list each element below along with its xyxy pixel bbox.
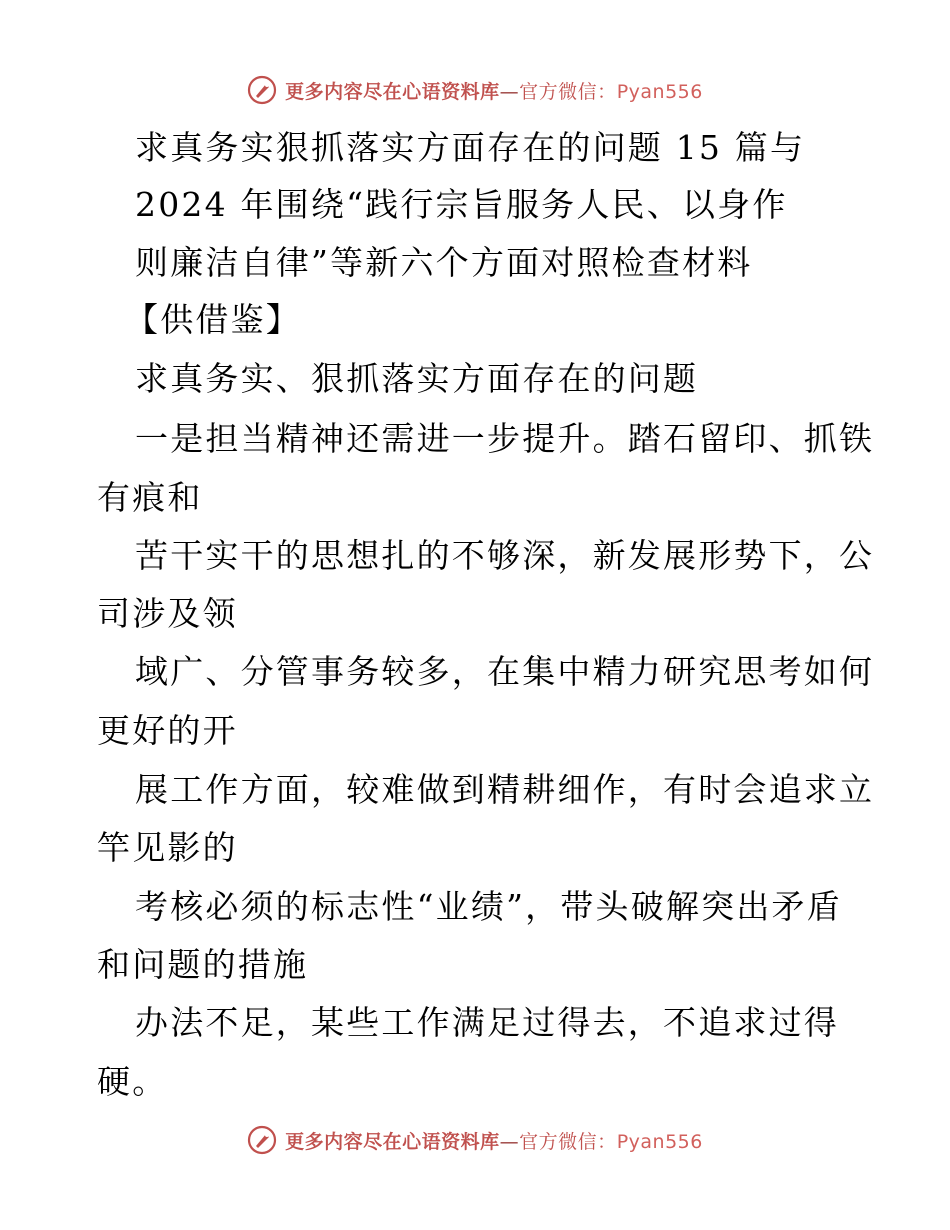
body-line-5: 域广、分管事务较多，在集中精力研究思考如何: [135, 652, 875, 691]
banner-wechat-id: Pyan556: [616, 80, 703, 103]
body-line-10: 和问题的措施: [97, 945, 309, 984]
banner-text: [285, 1127, 703, 1154]
body-line-9: 考核必须的标志性“业绩”，带头破解突出矛盾: [135, 887, 842, 926]
banner-wechat-label: 官方微信：: [519, 1130, 617, 1153]
banner-wechat-id: Pyan556: [616, 1130, 703, 1153]
body-line-6: 更好的开: [97, 711, 238, 750]
body-line-11: 办法不足，某些工作满足过得去，不追求过得: [135, 1003, 839, 1042]
title-line-1: 求真务实狠抓落实方面存在的问题 15 篇与: [135, 128, 806, 167]
banner-site-name: 更多内容尽在心语资料库: [285, 80, 500, 103]
footer-banner: [0, 1120, 950, 1160]
body-line-12: 硬。: [97, 1062, 168, 1101]
title-line-2: 2024 年围绕“践行宗旨服务人民、以身作: [135, 185, 788, 224]
banner-dash: —: [499, 80, 520, 103]
banner-site-name: 更多内容尽在心语资料库: [285, 1130, 500, 1153]
body-line-7: 展工作方面，较难做到精耕细作，有时会追求立: [135, 770, 875, 809]
banner-dash: —: [499, 1130, 520, 1153]
title-line-4: 【供借鉴】: [125, 300, 301, 339]
pen-nib-logo-icon: [247, 1125, 277, 1155]
section-heading: 求真务实、狠抓落实方面存在的问题: [135, 359, 699, 398]
body-line-8: 竿见影的: [97, 828, 238, 867]
body-line-1: 一是担当精神还需进一步提升。踏石留印、抓铁: [135, 419, 875, 458]
body-line-2: 有痕和: [97, 478, 203, 517]
title-line-3: 则廉洁自律”等新六个方面对照检查材料: [135, 243, 753, 282]
body-line-4: 司涉及领: [97, 594, 238, 633]
body-line-3: 苦干实干的思想扎的不够深，新发展形势下，公: [135, 536, 875, 575]
banner-wechat-label: 官方微信：: [519, 80, 617, 103]
